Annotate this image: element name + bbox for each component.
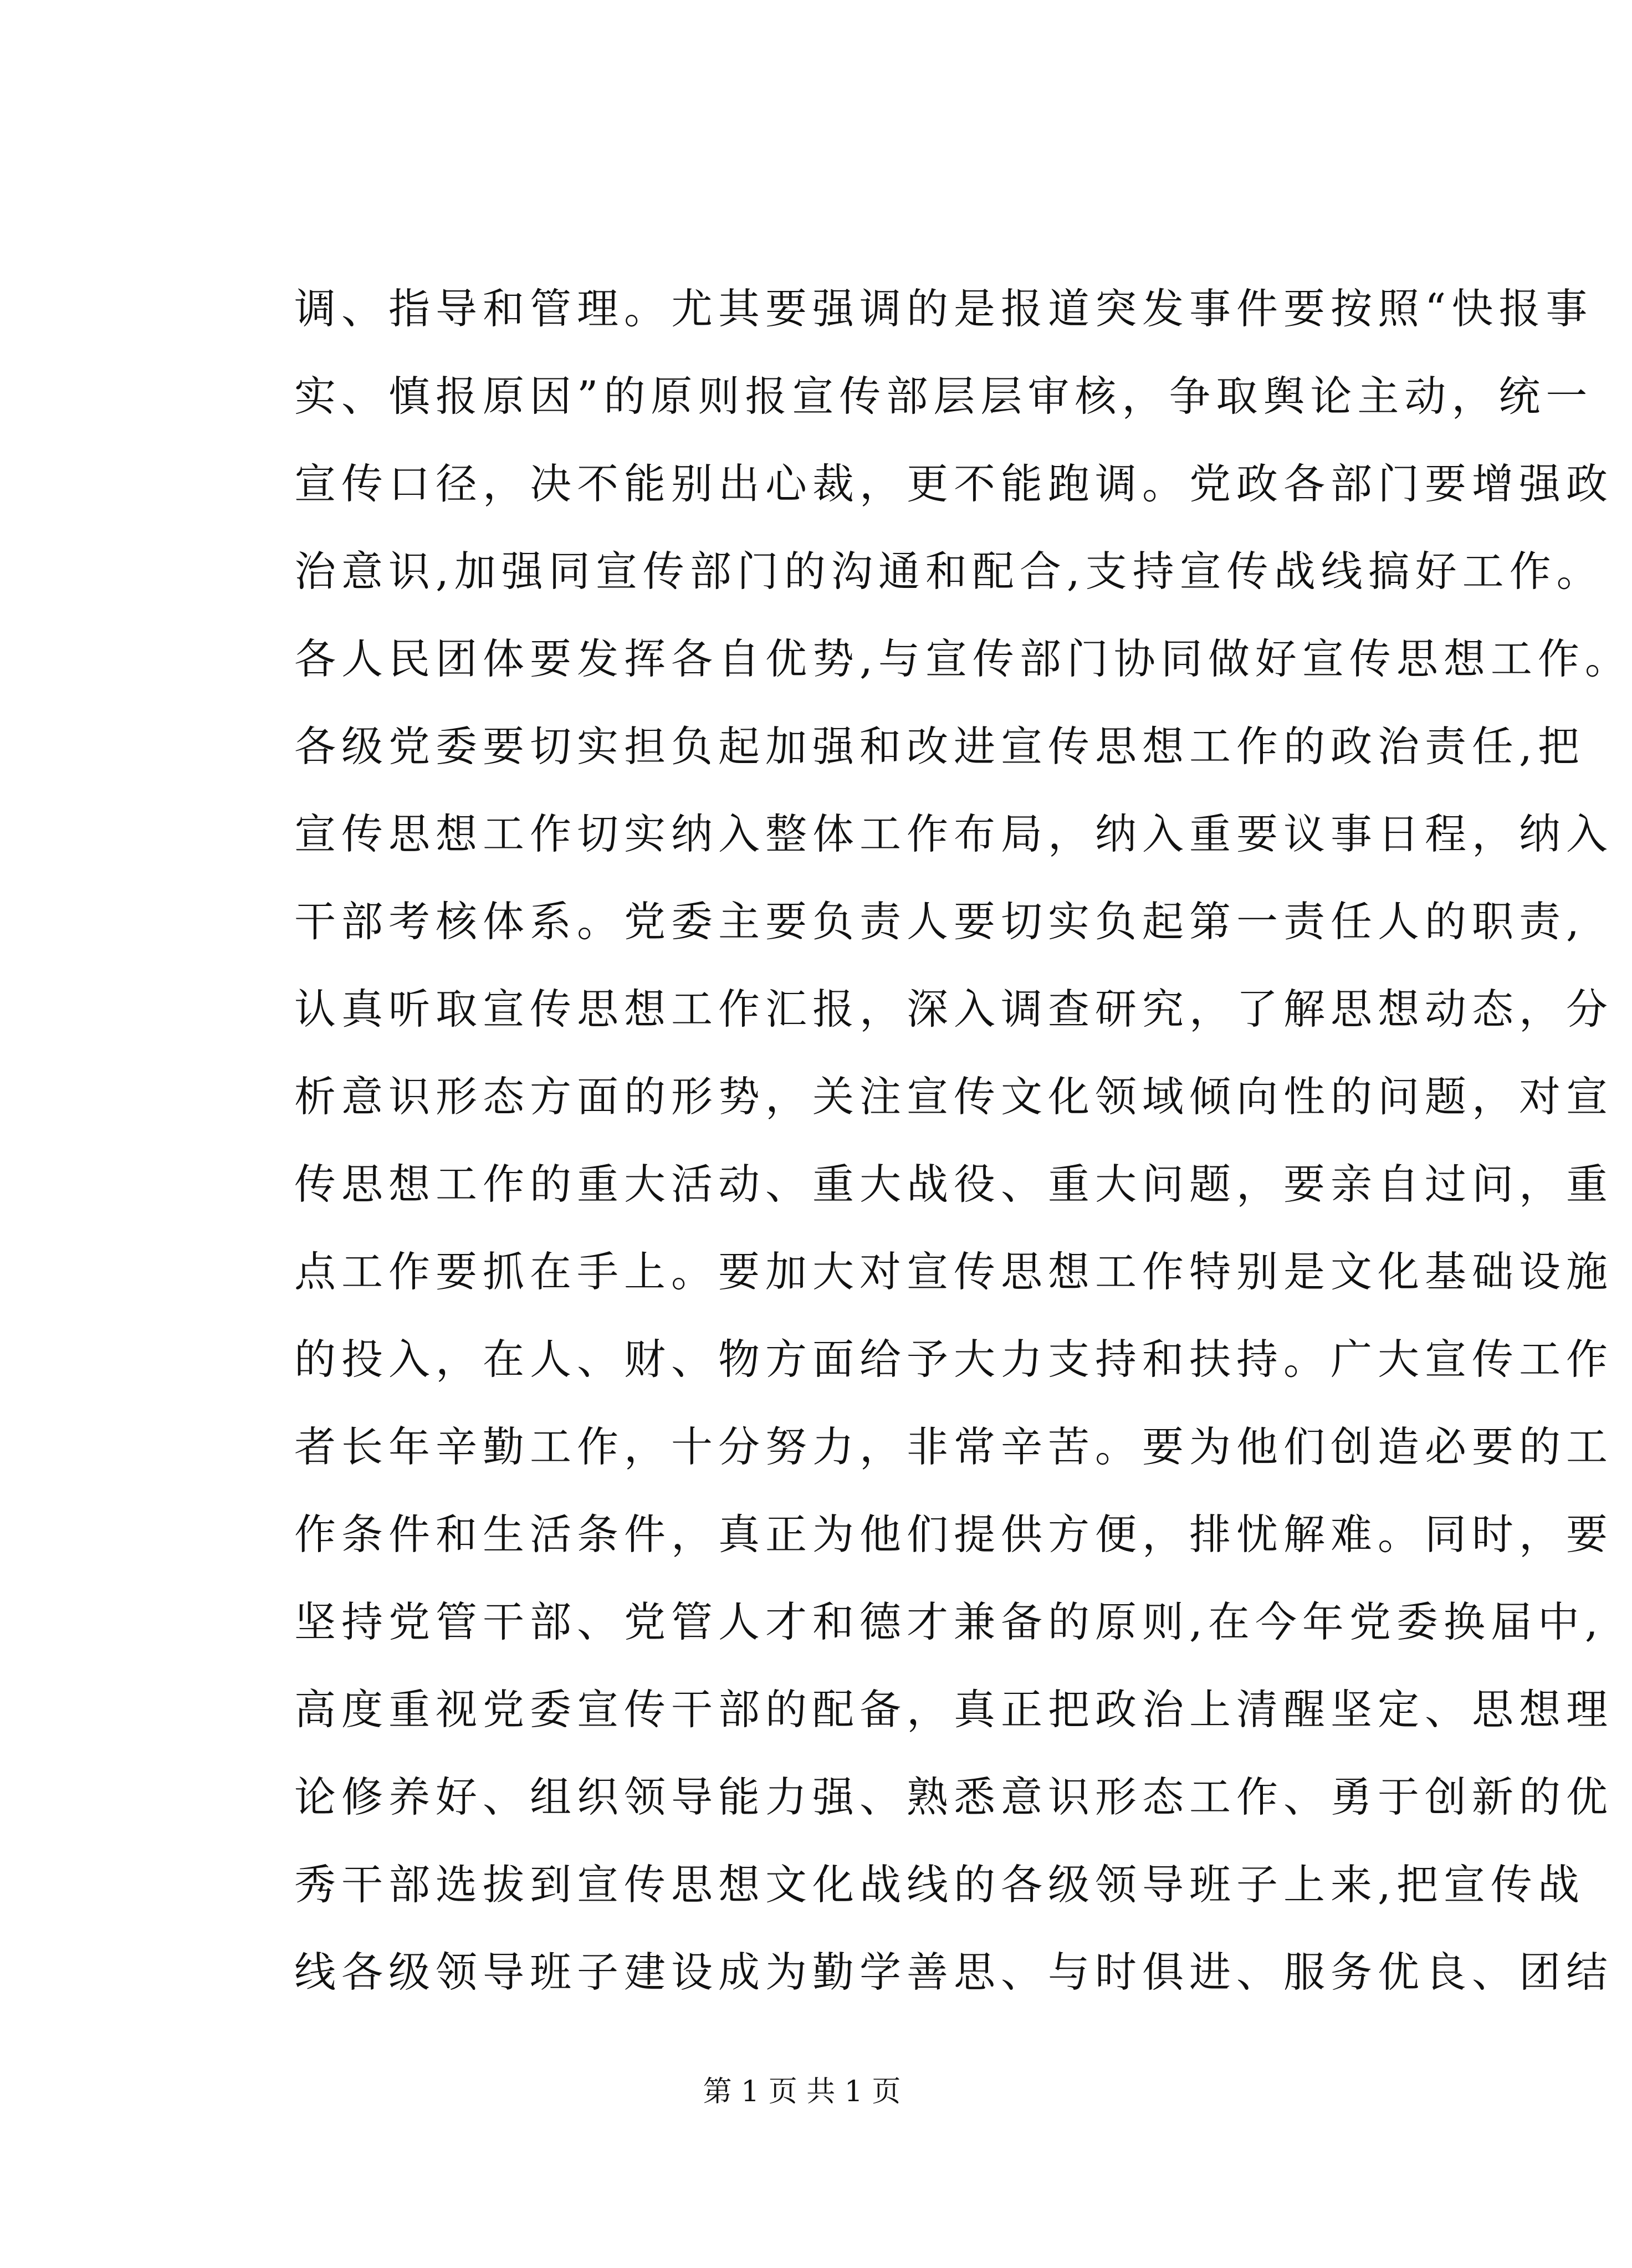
text-line-2: 实、慎报原因”的原则报宣传部层层审核，争取舆论主动，统一 [294, 372, 1593, 421]
text-line-10: 析意识形态方面的形势，关注宣传文化领域倾向性的问题，对宣 [294, 1072, 1614, 1121]
text-line-16: 坚持党管干部、党管人才和德才兼备的原则,在今年党委换届中, [294, 1598, 1604, 1646]
text-line-6: 各级党委要切实担负起加强和改进宣传思想工作的政治责任,把 [294, 722, 1585, 771]
text-line-8: 干部考核体系。党委主要负责人要切实负起第一责任人的职责, [294, 897, 1585, 946]
text-line-7: 宣传思想工作切实纳入整体工作布局，纳入重要议事日程，纳入 [294, 810, 1614, 858]
text-line-14: 者长年辛勤工作，十分努力，非常辛苦。要为他们创造必要的工 [294, 1422, 1614, 1471]
text-line-4: 治意识,加强同宣传部门的沟通和配合,支持宣传战线搞好工作。 [294, 547, 1604, 596]
text-line-5: 各人民团体要发挥各自优势,与宣传部门协同做好宣传思想工作。 [294, 634, 1632, 683]
text-line-1: 调、指导和管理。尤其要强调的是报道突发事件要按照“快报事 [294, 284, 1593, 333]
text-line-18: 论修养好、组织领导能力强、熟悉意识形态工作、勇于创新的优 [294, 1773, 1614, 1821]
text-line-20: 线各级领导班子建设成为勤学善思、与时俱进、服务优良、团结 [294, 1948, 1614, 1996]
text-line-3: 宣传口径，决不能别出心裁，更不能跑调。党政各部门要增强政 [294, 459, 1614, 508]
text-line-9: 认真听取宣传思想工作汇报，深入调查研究，了解思想动态，分 [294, 985, 1614, 1033]
page-number-label: 第 1 页 共 1 页 [703, 2075, 901, 2108]
text-line-11: 传思想工作的重大活动、重大战役、重大问题，要亲自过问，重 [294, 1160, 1614, 1209]
text-line-12: 点工作要抓在手上。要加大对宣传思想工作特别是文化基础设施 [294, 1247, 1614, 1296]
text-line-13: 的投入，在人、财、物方面给予大力支持和扶持。广大宣传工作 [294, 1335, 1614, 1384]
text-line-19: 秀干部选拔到宣传思想文化战线的各级领导班子上来,把宣传战 [294, 1860, 1585, 1909]
text-line-15: 作条件和生活条件，真正为他们提供方便，排忧解难。同时，要 [294, 1510, 1614, 1559]
body-text [294, 265, 1632, 2016]
page-footer [0, 2070, 1604, 2114]
text-line-17: 高度重视党委宣传干部的配备，真正把政治上清醒坚定、思想理 [294, 1685, 1614, 1734]
